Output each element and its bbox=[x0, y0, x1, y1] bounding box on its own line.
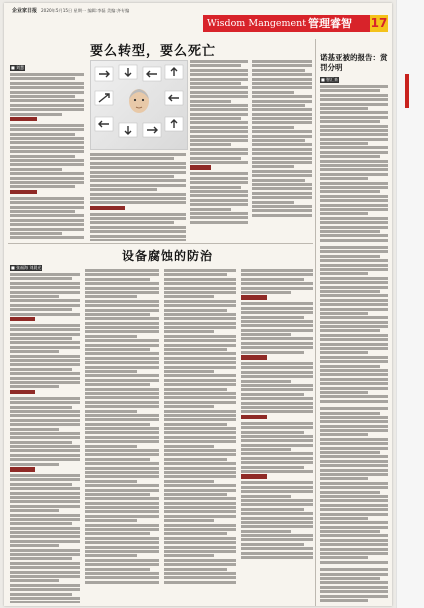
masthead bbox=[12, 7, 129, 14]
bottom-article-col-1 bbox=[10, 273, 80, 603]
section-english: Wisdom Mangement bbox=[207, 18, 307, 29]
viewer-side-panel bbox=[396, 0, 424, 608]
side-byline-tag: ■ 智汇来 bbox=[321, 77, 339, 82]
issue-meta: 2020年5月15日 星期一 编辑:李磊 美编:齐专编 bbox=[41, 8, 130, 13]
side-headline: 诺基亚被的报告：赏罚分明 bbox=[320, 53, 388, 72]
column-divider bbox=[315, 39, 316, 606]
arrows-illustration bbox=[91, 61, 187, 149]
article-photo bbox=[90, 60, 188, 150]
newspaper-page[interactable] bbox=[4, 3, 392, 606]
bottom-article-col-2 bbox=[85, 269, 159, 603]
page-number: 17 bbox=[370, 16, 388, 30]
page-position-marker[interactable] bbox=[405, 74, 409, 108]
bottom-byline-tag: ■ 张福海 刘晨光 bbox=[11, 265, 42, 270]
bottom-article-col-3 bbox=[164, 269, 236, 603]
article-divider bbox=[8, 243, 313, 244]
main-byline-tag: ■ 刘慧 bbox=[11, 65, 25, 70]
section-chinese: 管理睿智 bbox=[308, 17, 352, 30]
person-face bbox=[129, 89, 149, 113]
main-headline: 要么转型，要么死亡 bbox=[90, 44, 217, 59]
main-article-col-1 bbox=[10, 73, 84, 241]
bottom-headline: 设备腐蚀的防治 bbox=[122, 249, 214, 263]
side-byline bbox=[320, 77, 341, 83]
bottom-article-col-4 bbox=[241, 269, 313, 603]
main-byline bbox=[10, 65, 27, 71]
main-article-col-4 bbox=[252, 60, 312, 241]
main-article-col-3 bbox=[190, 60, 248, 241]
side-article-body bbox=[320, 85, 388, 603]
bottom-byline bbox=[10, 265, 44, 271]
section-banner bbox=[203, 15, 388, 32]
paper-name: 企业家日报 bbox=[12, 8, 38, 14]
main-article-col-2 bbox=[90, 153, 186, 241]
